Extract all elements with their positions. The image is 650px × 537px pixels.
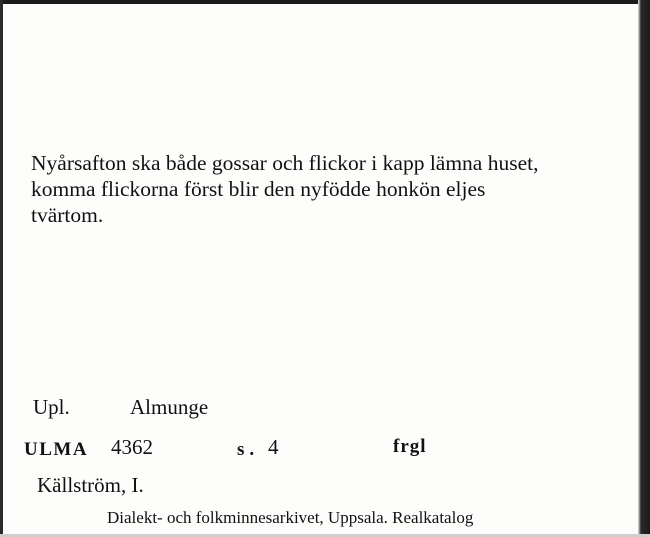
card-edge-top — [0, 0, 650, 4]
collector-name: Källström, I. — [37, 473, 144, 497]
archive-footer: Dialekt- och folkminnesarkivet, Uppsala. Realkatalog — [107, 508, 474, 527]
note-line-3: tvärtom. — [31, 203, 104, 227]
category-code: frgl — [393, 436, 427, 457]
province-label: Upl. — [33, 395, 70, 419]
parish-label: Almunge — [130, 395, 209, 419]
page-number: 4 — [268, 435, 279, 459]
note-line-2: komma flickorna först blir den nyfödde honkön eljes — [31, 177, 486, 201]
record-number: 4362 — [111, 435, 153, 459]
card-edge-left — [0, 0, 3, 537]
note-line-1: Nyårsafton ska både gossar och flickor i kapp lämna huset, — [31, 151, 539, 175]
note-text — [31, 150, 621, 228]
archive-code: ULMA — [24, 439, 89, 460]
page-prefix: s. — [237, 439, 260, 460]
card-edge-right — [638, 0, 650, 537]
